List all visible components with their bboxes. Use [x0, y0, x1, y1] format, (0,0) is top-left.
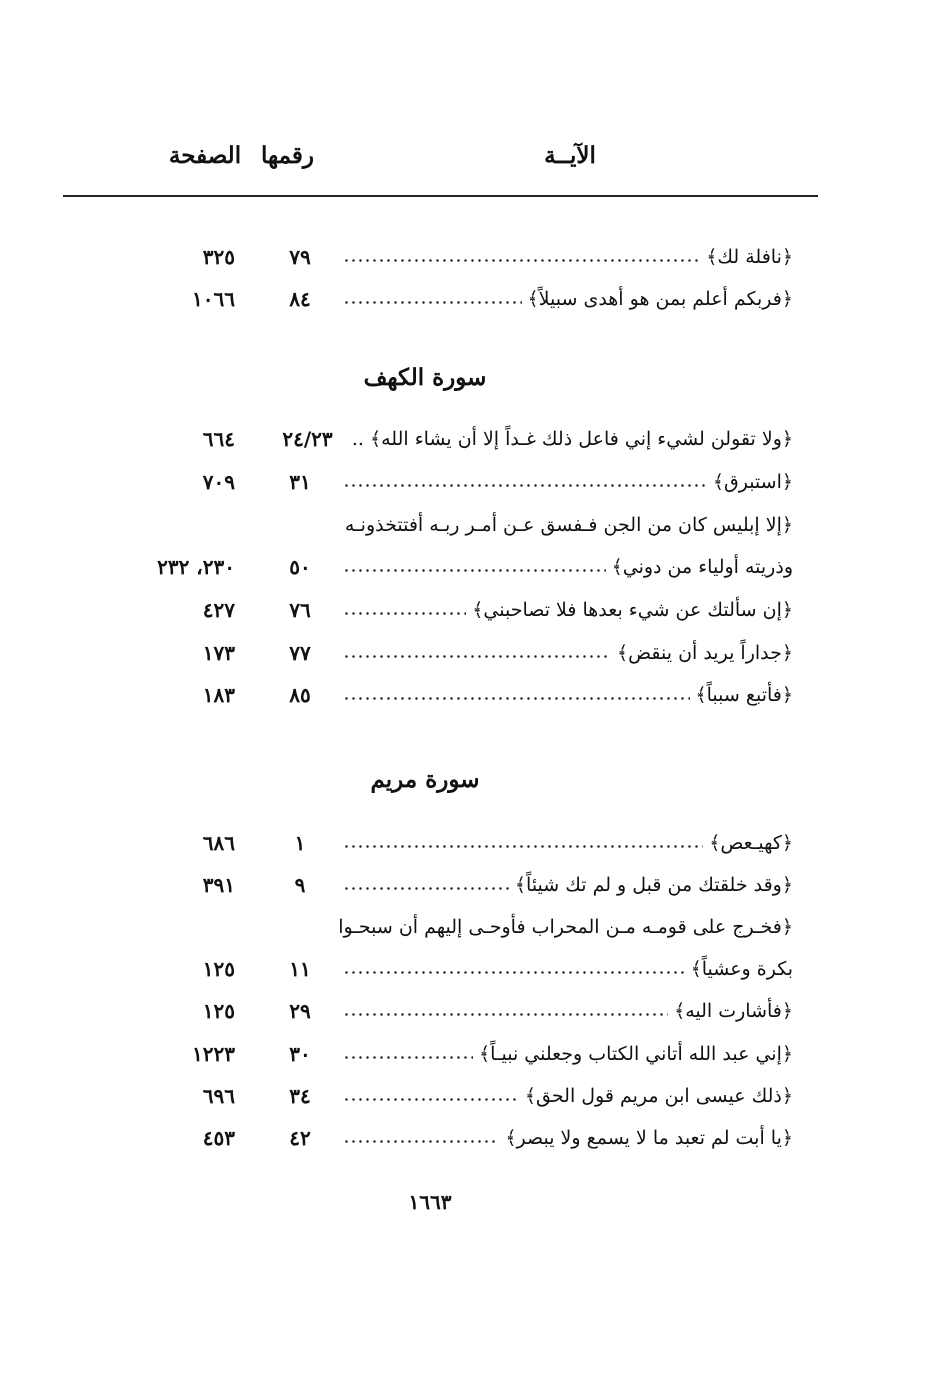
page-reference: ٣٢٥ — [202, 245, 235, 269]
column-header-verse: الآيــة — [544, 142, 596, 169]
page-reference: ٢٣٠، ٢٣٢ — [157, 555, 235, 579]
verse-number: ٧٧ — [289, 641, 311, 665]
verse-cell: ﴿وقد خلقتك من قبل و لم تك شيئاً﴾ — [343, 868, 793, 902]
index-row — [0, 826, 935, 860]
verse-cell: ﴿إلا إبليس كان من الجن فـفسق عـن أمـر ربـه أفتتخذونـه — [344, 514, 793, 536]
leader-dots — [343, 970, 685, 975]
leader-dots — [343, 258, 700, 263]
page-reference: ٣٩١ — [202, 873, 235, 897]
leader-dots — [343, 611, 466, 616]
verse-cell: ﴿فربكم أعلم بمن هو أهدى سبيلاً﴾ — [343, 282, 793, 316]
verse-cell: ﴿ذلك عيسى ابن مريم قول الحق﴾ — [343, 1079, 793, 1113]
leader-dots — [343, 1097, 519, 1102]
verse-cell: ﴿إن سألتك عن شيء بعدها فلا تصاحبني﴾ — [343, 593, 793, 627]
verse-number: ٤٢ — [289, 1126, 311, 1150]
page-reference: ٤٢٧ — [202, 598, 235, 622]
index-row-continuation — [0, 910, 935, 944]
verse-cell: ﴿استبرق﴾ — [343, 465, 793, 499]
column-header-page: الصفحة — [168, 142, 242, 169]
surah-title: سورة مريم — [370, 766, 480, 793]
page-reference: ٧٠٩ — [202, 470, 235, 494]
page-reference: ٦٩٦ — [202, 1084, 235, 1108]
verse-number: ٢٩ — [289, 999, 311, 1023]
verse-number: ٢٤/٢٣ — [282, 427, 333, 451]
header-divider — [63, 195, 818, 197]
verse-number: ٣٠ — [289, 1042, 311, 1066]
page-number: ١٦٦٣ — [408, 1190, 452, 1214]
page-reference: ١٢٢٣ — [192, 1042, 235, 1066]
leader-dots — [343, 483, 707, 488]
verse-number: ٣١ — [289, 470, 311, 494]
index-row — [0, 465, 935, 499]
index-row — [0, 636, 935, 670]
verse-number: ٧٩ — [289, 245, 311, 269]
verse-cell: ﴿يا أبت لم تعبد ما لا يسمع ولا يبصر﴾ — [343, 1121, 793, 1155]
verse-cell: ﴿ولا تقولن لشيء إني فاعل ذلك غـداً إلا أن يشاء الله﴾ .. — [351, 428, 793, 450]
verse-cell: ﴿نافلة لك﴾ — [343, 240, 793, 274]
leader-dots — [343, 844, 703, 849]
page-reference: ١٠٦٦ — [192, 287, 235, 311]
leader-dots — [343, 1139, 499, 1144]
page-reference: ٦٦٤ — [202, 427, 235, 451]
verse-number: ٥٠ — [289, 555, 311, 579]
verse-number: ١١ — [289, 957, 311, 981]
index-row — [0, 1121, 935, 1155]
verse-number: ٨٥ — [289, 683, 311, 707]
verse-cell: بكرة وعشياً﴾ — [343, 952, 793, 986]
verse-cell: وذريته أولياء من دوني﴾ — [343, 550, 793, 584]
page-reference: ١٨٣ — [202, 683, 235, 707]
index-row — [0, 550, 935, 584]
index-row — [0, 282, 935, 316]
page-reference: ١٧٣ — [202, 641, 235, 665]
index-row — [0, 593, 935, 627]
index-row — [0, 868, 935, 902]
verse-number: ١ — [294, 831, 306, 855]
index-row — [0, 1079, 935, 1113]
page-reference: ١٢٥ — [202, 957, 235, 981]
verse-number: ٧٦ — [289, 598, 311, 622]
index-row — [0, 952, 935, 986]
verse-cell: ﴿فأتبع سبباً﴾ — [343, 678, 793, 712]
index-row — [0, 240, 935, 274]
index-row-continuation — [0, 508, 935, 542]
verse-cell: ﴿فخـرج على قومـه مـن المحراب فأوحـى إليهم أن سبحـوا — [338, 916, 793, 938]
page-reference: ٤٥٣ — [202, 1126, 235, 1150]
leader-dots — [343, 300, 522, 305]
verse-cell: ﴿كهيـعص﴾ — [343, 826, 793, 860]
column-header-number: رقمها — [260, 142, 314, 169]
leader-dots — [343, 654, 611, 659]
index-row — [0, 994, 935, 1028]
verse-number: ٨٤ — [289, 287, 311, 311]
surah-title: سورة الكهف — [363, 364, 487, 391]
verse-number: ٣٤ — [289, 1084, 311, 1108]
leader-dots — [343, 886, 509, 891]
leader-dots — [343, 568, 606, 573]
leader-dots — [343, 1055, 473, 1060]
index-row — [0, 678, 935, 712]
verse-cell: ﴿إني عبد الله أتاني الكتاب وجعلني نبيـاً﴾ — [343, 1037, 793, 1071]
verse-cell: ﴿جداراً يريد أن ينقض﴾ — [343, 636, 793, 670]
verse-cell: ﴿فأشارت اليه﴾ — [343, 994, 793, 1028]
verse-number: ٩ — [294, 873, 306, 897]
leader-dots — [343, 696, 690, 701]
page-reference: ١٢٥ — [202, 999, 235, 1023]
leader-dots — [343, 1012, 668, 1017]
page-reference: ٦٨٦ — [202, 831, 235, 855]
index-row — [0, 1037, 935, 1071]
index-row — [0, 422, 935, 456]
